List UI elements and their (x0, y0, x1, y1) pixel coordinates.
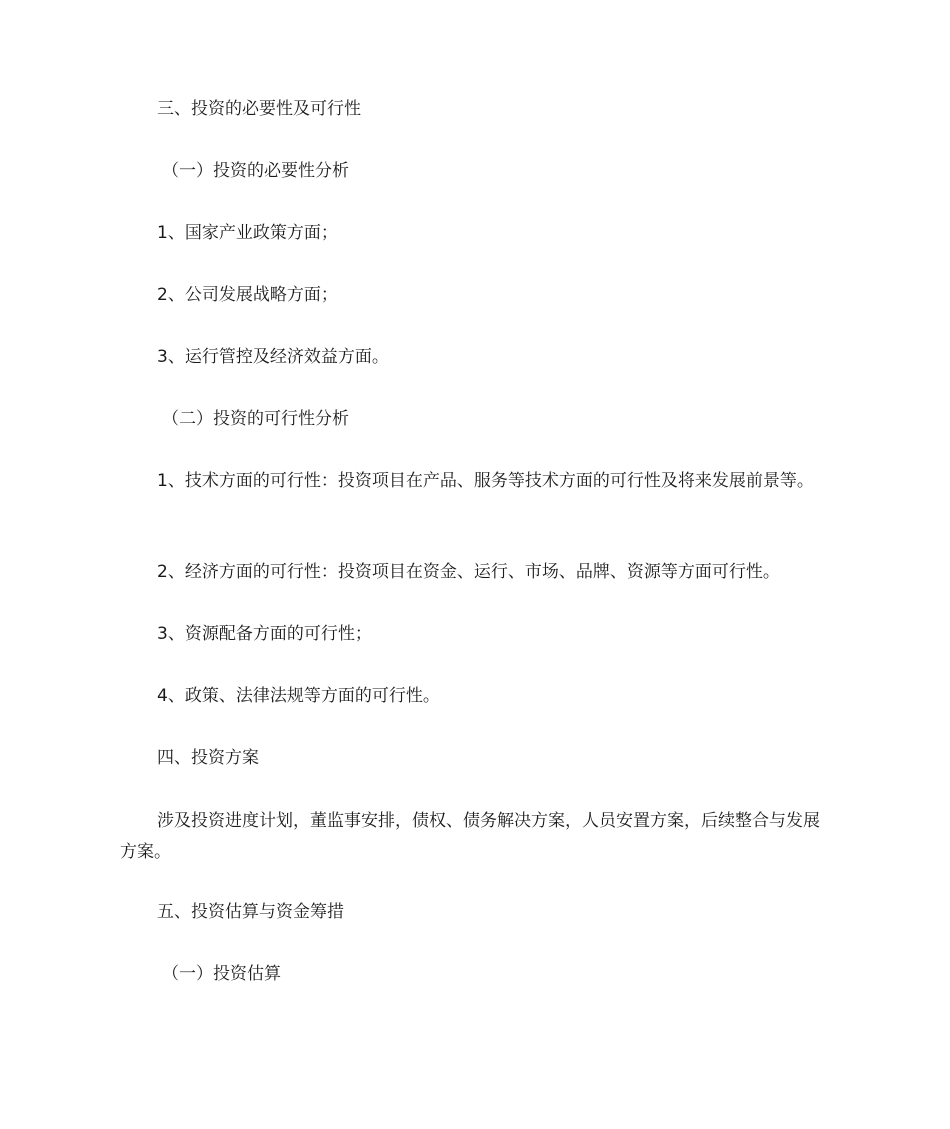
subsection-heading-estimate: （一）投资估算 (162, 964, 281, 984)
list-item-legal: 4、政策、法律法规等方面的可行性。 (157, 686, 440, 706)
list-item-policy: 1、国家产业政策方面； (157, 223, 338, 243)
section-heading-4: 四、投资方案 (157, 748, 259, 768)
subsection-heading-feasibility: （二）投资的可行性分析 (162, 409, 349, 429)
list-item-operation: 3、运行管控及经济效益方面。 (157, 347, 389, 367)
body-paragraph-plan: 涉及投资进度计划，董监事安排，债权、债务解决方案，人员安置方案，后续整合与发展方案。 (120, 811, 820, 862)
list-item-strategy: 2、公司发展战略方面； (157, 285, 338, 305)
list-item-resources: 3、资源配备方面的可行性； (157, 624, 372, 644)
section-heading-5: 五、投资估算与资金筹措 (157, 902, 344, 922)
list-item-economic: 2、经济方面的可行性：投资项目在资金、运行、市场、品牌、资源等方面可行性。 (157, 562, 780, 582)
list-item-technical: 1、技术方面的可行性：投资项目在产品、服务等技术方面的可行性及将来发展前景等。 (157, 471, 814, 491)
section-heading-3: 三、投资的必要性及可行性 (157, 99, 361, 119)
subsection-heading-necessity: （一）投资的必要性分析 (162, 161, 349, 181)
